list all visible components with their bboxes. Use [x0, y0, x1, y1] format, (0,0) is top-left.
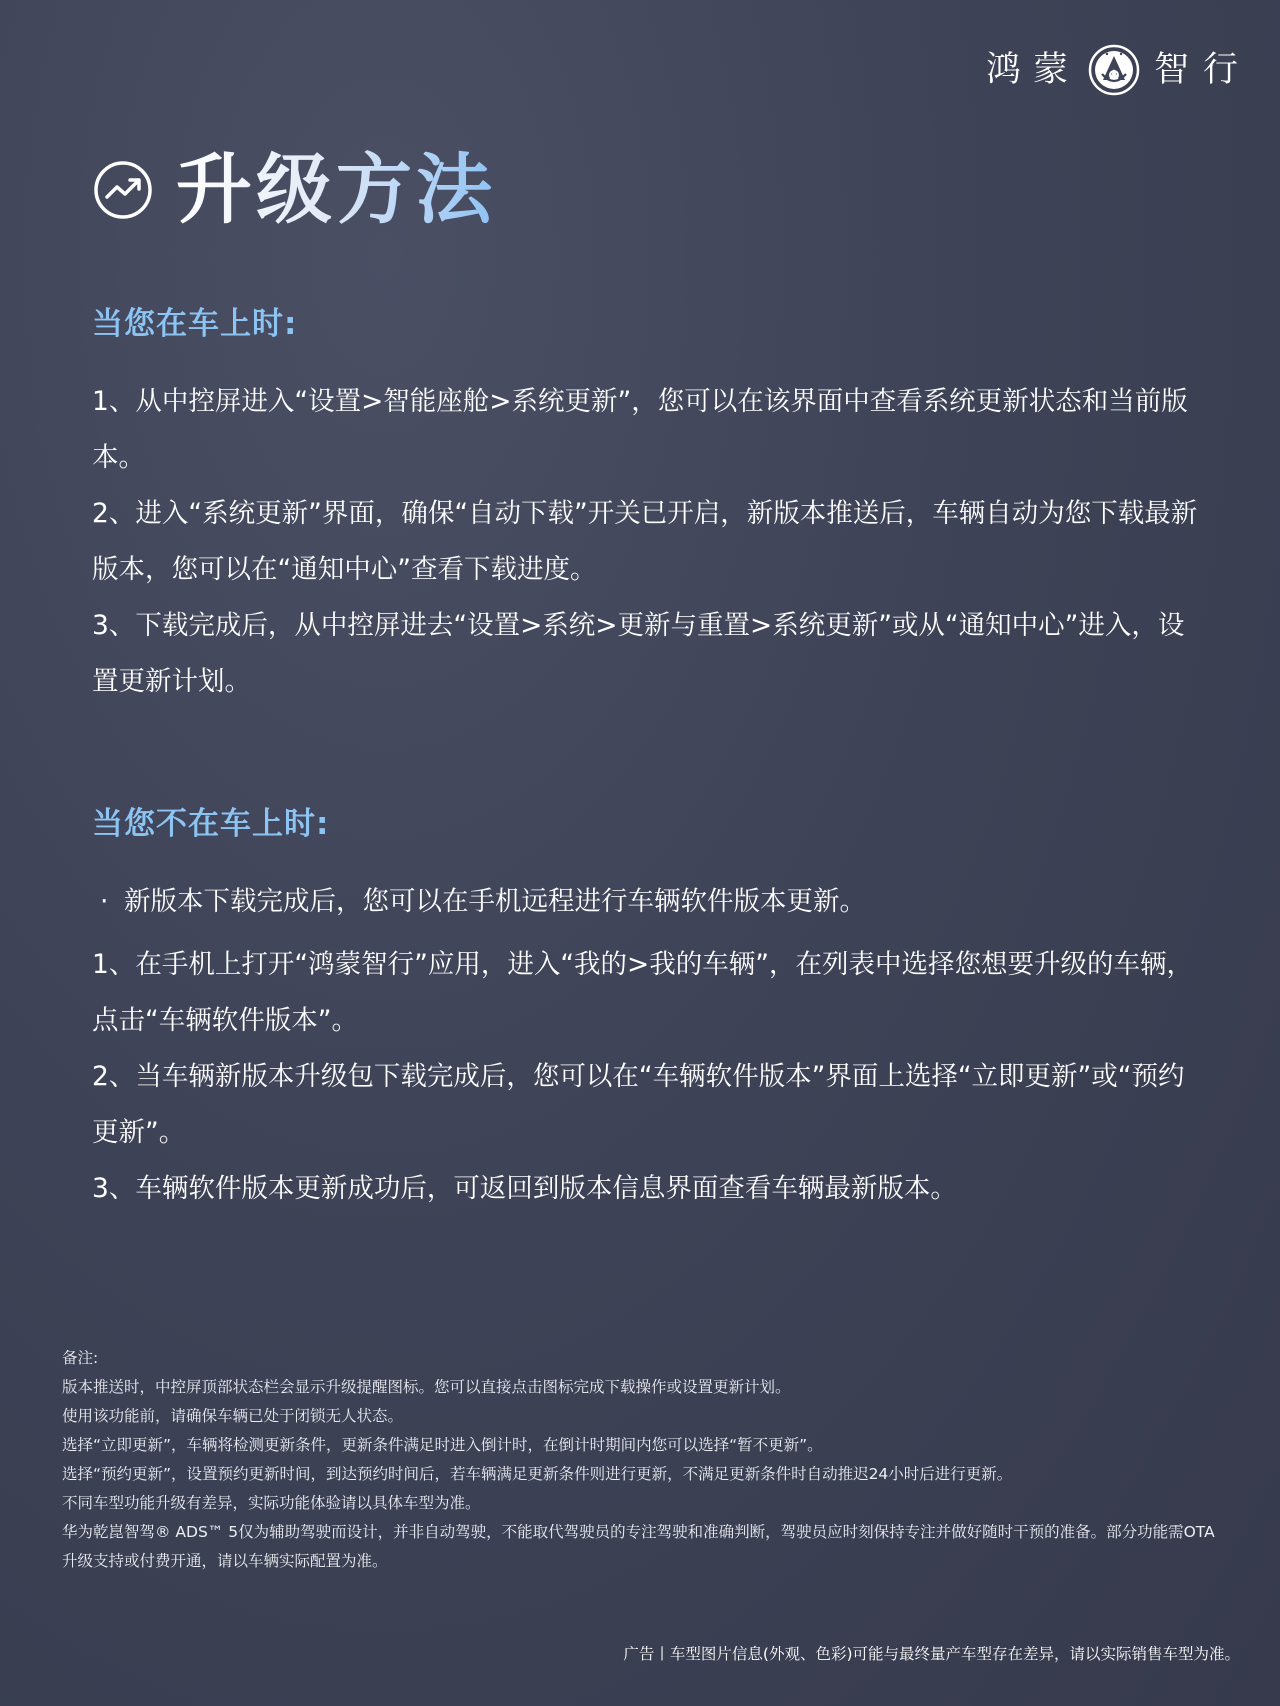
- not-in-car-step-3: 3、车辆软件版本更新成功后，可返回到版本信息界面查看车辆最新版本。: [92, 1173, 957, 1204]
- brand-name-left: 鸿蒙: [985, 50, 1080, 90]
- hima-logo-icon: [1088, 44, 1140, 96]
- trend-up-icon: [92, 159, 154, 221]
- note-line-4: 选择“预约更新”，设置预约更新时间，到达预约时间后，若车辆满足更新条件则进行更新，不满足更新条件时自动推迟24小时后进行更新。: [62, 1465, 1013, 1483]
- in-car-heading: 当您在车上时:: [92, 306, 298, 342]
- in-car-step-3: 3、下载完成后，从中控屏进去“设置>系统>更新与重置>系统更新”或从“通知中心”进入，设置更新计划。: [92, 610, 1185, 697]
- bullet-dot: ·: [100, 886, 109, 917]
- note-line-5: 不同车型功能升级有差异，实际功能体验请以具体车型为准。: [62, 1494, 481, 1512]
- in-car-steps: [92, 374, 1202, 710]
- not-in-car-bullet: [92, 874, 1202, 930]
- in-car-step-1: 1、从中控屏进入“设置>智能座舱>系统更新”，您可以在该界面中查看系统更新状态和当前版本。: [92, 386, 1188, 473]
- brand-name-right: 智行: [1153, 50, 1252, 90]
- not-in-car-steps: [92, 937, 1202, 1217]
- notes-section: [62, 1344, 1222, 1576]
- in-car-step-2: 2、进入“系统更新”界面，确保“自动下载”开关已开启，新版本推送后，车辆自动为您下载最新版本，您可以在“通知中心”查看下载进度。: [92, 498, 1198, 585]
- not-in-car-heading: 当您不在车上时:: [92, 806, 330, 842]
- footer-disclaimer: 广告丨车型图片信息(外观、色彩)可能与最终量产车型存在差异，请以实际销售车型为准。: [623, 1645, 1240, 1663]
- note-line-2: 使用该功能前，请确保车辆已处于闭锁无人状态。: [62, 1407, 404, 1425]
- note-line-6: 华为乾崑智驾® ADS™ 5仅为辅助驾驶而设计，并非自动驾驶，不能取代驾驶员的专注驾驶和准确判断，驾驶员应时刻保持专注并做好随时干预的准备。部分功能需OTA升级支持或付费开通，请以车辆实际配置为准。: [62, 1523, 1215, 1570]
- notes-label: 备注:: [62, 1349, 99, 1367]
- brand-header: [985, 44, 1252, 96]
- not-in-car-step-1: 1、在手机上打开“鸿蒙智行”应用，进入“我的>我的车辆”，在列表中选择您想要升级的车辆，点击“车辆软件版本”。: [92, 949, 1193, 1036]
- not-in-car-bullet-text: 新版本下载完成后，您可以在手机远程进行车辆软件版本更新。: [124, 886, 866, 917]
- page-title: 升级方法: [176, 145, 496, 234]
- note-line-1: 版本推送时，中控屏顶部状态栏会显示升级提醒图标。您可以直接点击图标完成下载操作或设置更新计划。: [62, 1378, 791, 1396]
- title-row: [92, 145, 496, 235]
- not-in-car-step-2: 2、当车辆新版本升级包下载完成后，您可以在“车辆软件版本”界面上选择“立即更新”或“预约更新”。: [92, 1061, 1185, 1148]
- note-line-3: 选择“立即更新”，车辆将检测更新条件，更新条件满足时进入倒计时，在倒计时期间内您可以选择“暂不更新”。: [62, 1436, 823, 1454]
